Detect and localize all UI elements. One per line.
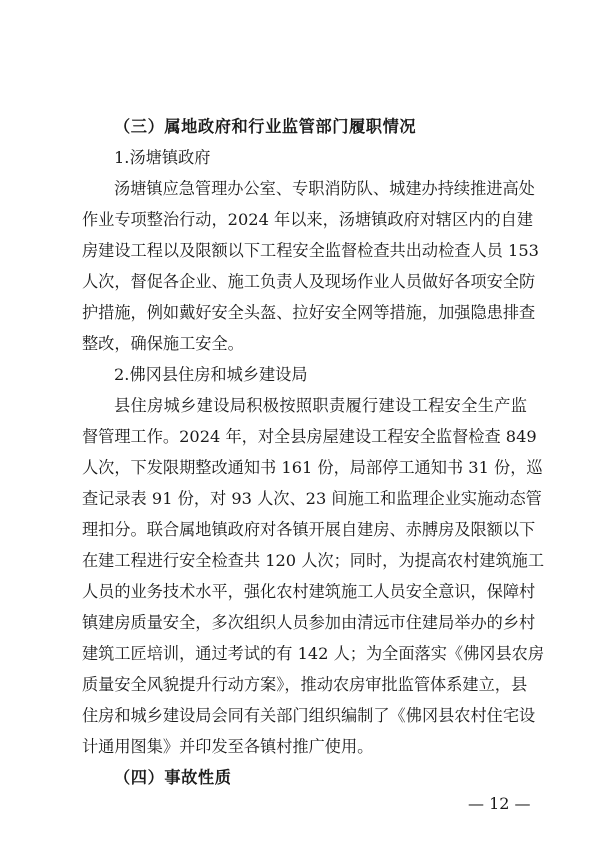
- paragraph-line: 房建设工程以及限额以下工程安全监督检查共出动检查人员 153: [82, 241, 539, 260]
- subsection-2-heading: 2.佛冈县住房和城乡建设局: [114, 365, 308, 384]
- paragraph-line: 人员的业务技术水平，强化农村建筑施工人员安全意识，保障村: [82, 582, 536, 601]
- paragraph-line: 人次，下发限期整改通知书 161 份，局部停工通知书 31 份，巡: [82, 458, 543, 477]
- paragraph-line: 作业专项整治行动，2024 年以来，汤塘镇政府对辖区内的自建: [82, 210, 534, 229]
- paragraph-line: 查记录表 91 份，对 93 人次、23 间施工和监理企业实施动态管: [82, 489, 542, 508]
- paragraph-line: 在建工程进行安全检查共 120 人次；同时，为提高农村建筑施工: [82, 551, 545, 570]
- paragraph-line: 镇建房质量安全，多次组织人员参加由清远市住建局举办的乡村: [82, 613, 536, 632]
- paragraph-line: 住房和城乡建设局会同有关部门组织编制了《佛冈县农村住宅设: [82, 706, 536, 725]
- paragraph-line: 理扣分。联合属地镇政府对各镇开展自建房、赤膊房及限额以下: [82, 520, 536, 539]
- paragraph-line: 整改，确保施工安全。: [82, 334, 244, 353]
- page-number: — 12 —: [468, 794, 531, 813]
- section-4-heading: （四）事故性质: [114, 768, 232, 787]
- paragraph-line: 建筑工匠培训，通过考试的有 142 人；为全面落实《佛冈县农房: [82, 644, 545, 663]
- paragraph-line: 县住房城乡建设局积极按照职责履行建设工程安全生产监: [114, 396, 527, 415]
- paragraph-line: 督管理工作。2024 年，对全县房屋建设工程安全监督检查 849: [82, 427, 537, 446]
- paragraph-line: 质量安全风貌提升行动方案》，推动农房审批监管体系建立，县: [82, 675, 528, 694]
- paragraph-line: 汤塘镇应急管理办公室、专职消防队、城建办持续推进高处: [114, 179, 535, 198]
- paragraph-line: 计通用图集》并印发至各镇村推广使用。: [82, 737, 374, 756]
- paragraph-line: 护措施，例如戴好安全头盔、拉好安全网等措施，加强隐患排查: [82, 303, 536, 322]
- paragraph-line: 人次，督促各企业、施工负责人及现场作业人员做好各项安全防: [82, 272, 536, 291]
- section-3-heading: （三）属地政府和行业监管部门履职情况: [114, 117, 417, 136]
- subsection-1-heading: 1.汤塘镇政府: [114, 148, 211, 167]
